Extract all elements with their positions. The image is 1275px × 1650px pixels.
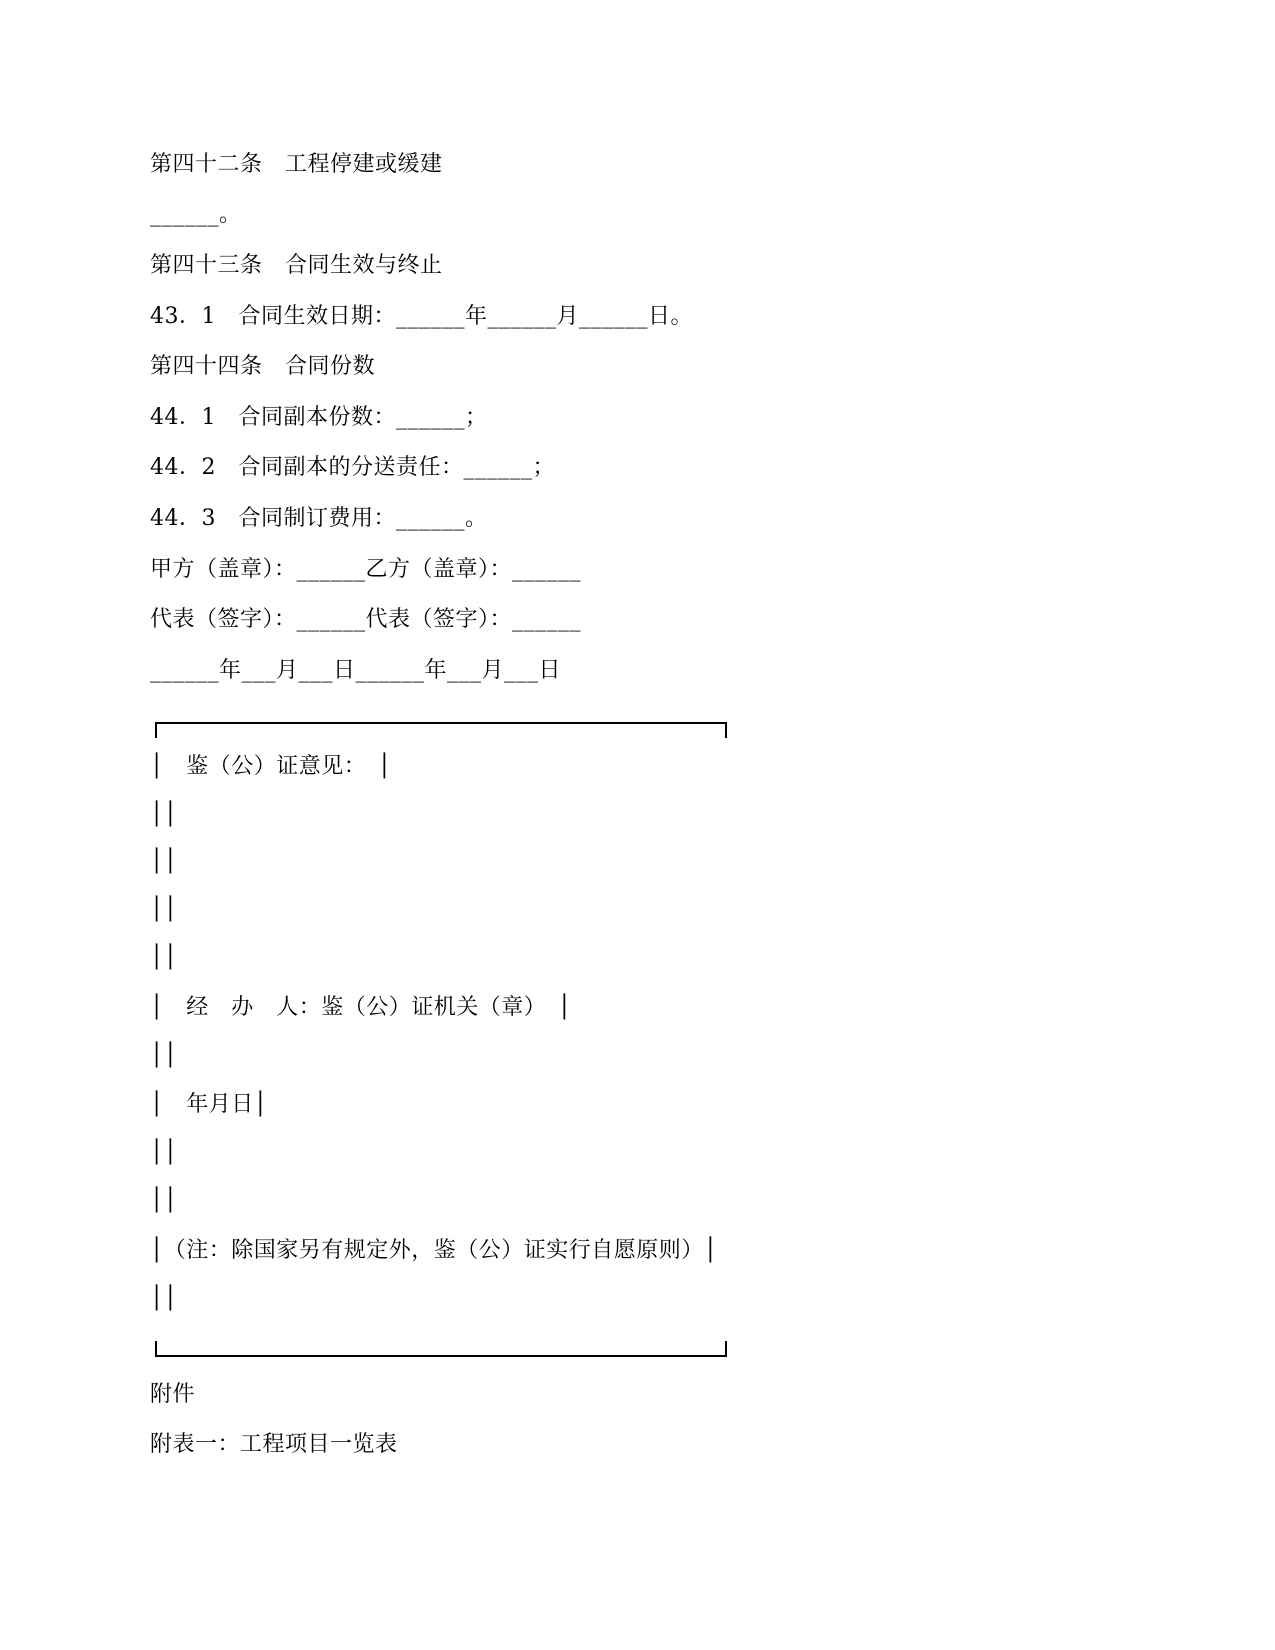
- article-43-heading: 第四十三条 合同生效与终止: [150, 253, 443, 278]
- notary-box-row: ││: [150, 1188, 178, 1213]
- notary-box-row: ││: [150, 897, 178, 922]
- clause-44-3: 44．3 合同制订费用：______。: [150, 506, 488, 531]
- article-42-heading: 第四十二条 工程停建或缓建: [150, 152, 443, 177]
- notary-box-row: ││: [150, 1140, 178, 1165]
- notary-opinion-line: │ 鉴（公）证意见： │: [150, 754, 392, 779]
- notary-box-row: ││: [150, 945, 178, 970]
- representative-signature-line: 代表（签字）：______代表（签字）：______: [150, 607, 582, 632]
- notary-handler-line: │ 经 办 人：鉴（公）证机关（章） │: [150, 995, 572, 1020]
- notary-box-row: ││: [150, 1043, 178, 1068]
- clause-43-1: 43．1 合同生效日期：______年______月______日。: [150, 304, 693, 329]
- notary-note-line: │（注：除国家另有规定外，鉴（公）证实行自愿原则）│: [150, 1238, 718, 1263]
- notary-date-line: │ 年月日│: [150, 1092, 268, 1117]
- article-44-heading: 第四十四条 合同份数: [150, 354, 376, 379]
- clause-44-1: 44．1 合同副本份数：______；: [150, 405, 488, 430]
- party-seal-line: 甲方（盖章）：______乙方（盖章）：______: [150, 557, 582, 582]
- attachment-title: 附件: [150, 1382, 196, 1407]
- article-42-blank: ______。: [150, 202, 242, 227]
- date-line: ______年___月___日______年___月___日: [150, 658, 562, 683]
- clause-44-2: 44．2 合同副本的分送责任：______；: [150, 455, 555, 480]
- notary-box-top-border: [155, 722, 727, 738]
- notary-box-bottom-border: [155, 1341, 727, 1357]
- notary-box-row: ││: [150, 802, 178, 827]
- notary-box-row: ││: [150, 849, 178, 874]
- attachment-table-title: 附表一：工程项目一览表: [150, 1432, 398, 1457]
- notary-box-row: ││: [150, 1286, 178, 1311]
